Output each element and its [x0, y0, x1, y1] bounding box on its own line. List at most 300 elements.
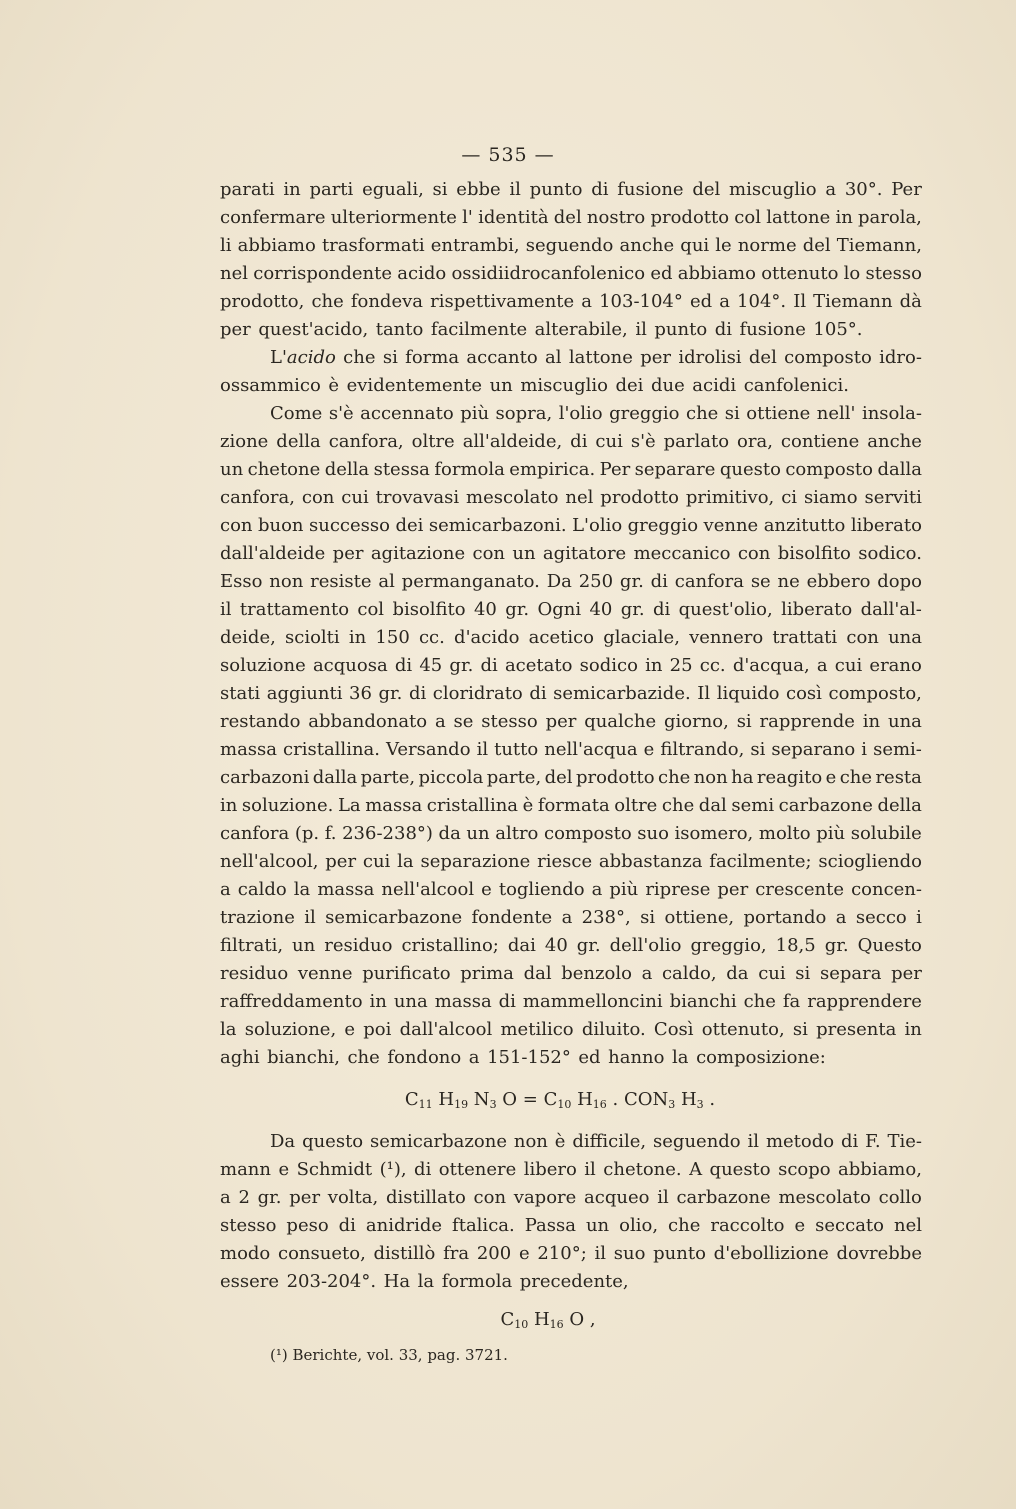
word: idro-: [879, 347, 922, 368]
word: vennero: [689, 627, 764, 648]
text-line: [220, 820, 922, 848]
word: 40: [473, 599, 497, 620]
word: Tie-: [887, 1131, 922, 1152]
word: molto: [758, 823, 811, 844]
word: canfora: [220, 823, 290, 844]
text-line: [220, 1268, 922, 1296]
word: sciolti: [285, 627, 340, 648]
word: acquosa: [312, 655, 388, 676]
word: e: [643, 739, 655, 760]
word: ha: [731, 767, 754, 788]
word: cc.: [418, 627, 445, 648]
word: di: [840, 1131, 859, 1152]
word: in: [862, 711, 881, 732]
word: la: [397, 851, 414, 872]
word: due: [650, 375, 685, 396]
word: concen-: [851, 879, 922, 900]
word: composto: [544, 823, 632, 844]
word: aggiunti: [266, 683, 343, 704]
word: per: [325, 851, 357, 872]
word: gr.: [449, 655, 474, 676]
word: di: [529, 683, 547, 704]
word: per: [289, 1187, 321, 1208]
word: parti: [309, 179, 354, 200]
word: poi: [363, 1019, 392, 1040]
word: fa: [782, 991, 801, 1012]
word: dovrebbe: [836, 1243, 922, 1264]
word: e: [481, 879, 492, 900]
word: mescolato: [778, 1187, 871, 1208]
word: per: [891, 963, 922, 984]
word: composto: [784, 347, 872, 368]
word: da: [726, 963, 749, 984]
word: separa: [819, 963, 882, 984]
word: norme: [737, 235, 797, 256]
word: gr.: [378, 683, 403, 704]
word: dall'al-: [860, 599, 922, 620]
word: chetone.: [603, 1159, 682, 1180]
text-line: [220, 540, 922, 568]
word: abbiamo,: [838, 1159, 922, 1180]
word: essere: [220, 1271, 280, 1292]
word: in: [645, 655, 663, 676]
word: carbazone: [778, 795, 873, 816]
word: per: [717, 879, 749, 900]
word: ed: [689, 291, 713, 312]
text-line: [220, 484, 922, 512]
word: 105°.: [813, 319, 863, 340]
word: crescente: [755, 879, 845, 900]
word: parati: [220, 179, 275, 200]
text-line: [220, 1016, 922, 1044]
word: che: [839, 767, 873, 788]
text-line: [220, 1044, 922, 1072]
word: portando: [743, 907, 827, 928]
word: soluzione: [220, 655, 306, 676]
word: permanganato.: [401, 571, 540, 592]
word: al: [545, 347, 562, 368]
word: a: [561, 907, 573, 928]
text-line: [220, 1212, 922, 1240]
word: il: [509, 179, 521, 200]
word: riprese: [645, 879, 711, 900]
word: glaciale,: [603, 627, 680, 648]
word: che: [661, 795, 695, 816]
formula-part: H: [432, 1089, 455, 1110]
word: suo: [613, 1243, 646, 1264]
word: oltre: [614, 795, 658, 816]
word: per: [640, 347, 671, 368]
word: 18,5: [775, 935, 816, 956]
word: un: [489, 375, 513, 396]
word: prodotto: [575, 767, 655, 788]
word: togliendo: [498, 879, 585, 900]
word: carbazone: [676, 1187, 771, 1208]
word: i: [916, 907, 922, 928]
word: punto: [529, 179, 583, 200]
word: mescolato: [466, 487, 559, 508]
text-line: [220, 988, 922, 1016]
word: separare: [634, 459, 716, 480]
word: corrispondente: [253, 263, 392, 284]
word: anche: [619, 235, 675, 256]
word: agitazione: [370, 543, 466, 564]
word: accennato: [360, 403, 454, 424]
word: 103-104°: [599, 291, 683, 312]
word: liberato: [850, 515, 922, 536]
word: con: [472, 543, 505, 564]
word: filtrando,: [660, 739, 745, 760]
word: si: [432, 179, 448, 200]
word: parlato: [663, 431, 730, 452]
word: di: [414, 1159, 432, 1180]
word: canfora,: [328, 431, 404, 452]
word: successo: [309, 515, 390, 536]
word: cristallina: [426, 795, 519, 816]
subscript: 10: [514, 1318, 529, 1331]
word: restando: [220, 711, 301, 732]
word: 210°;: [537, 1243, 587, 1264]
word: e: [825, 767, 837, 788]
word: prodotto: [650, 207, 730, 228]
word: empirica.: [509, 459, 596, 480]
word: abbastanza: [598, 851, 703, 872]
word: si: [736, 711, 752, 732]
word: 203-204°.: [286, 1271, 377, 1292]
word: d'acido: [454, 627, 520, 648]
chemical-formula: [220, 1078, 922, 1122]
word: aghi: [220, 1047, 260, 1068]
word: L'olio: [572, 515, 623, 536]
word: formola: [434, 459, 505, 480]
word: contiene: [780, 431, 860, 452]
word: così: [786, 683, 822, 704]
word: gr.: [505, 599, 530, 620]
word: col: [734, 207, 761, 228]
word: canfora,: [220, 487, 295, 508]
formula-part: C: [404, 1089, 419, 1110]
word: per: [545, 711, 577, 732]
word: metilico: [500, 1019, 574, 1040]
word: separano: [771, 739, 856, 760]
word: a: [641, 963, 653, 984]
word: composizione:: [696, 1047, 826, 1068]
word: per: [220, 319, 251, 340]
word: di: [652, 599, 671, 620]
word: modo: [220, 1243, 271, 1264]
word: anzitutto: [763, 515, 846, 536]
italic-word: acido: [286, 347, 336, 368]
text-line: [220, 204, 922, 232]
word: erano: [869, 655, 922, 676]
word: formola: [441, 1271, 513, 1292]
word: semicarbazoni.: [428, 515, 567, 536]
word: con: [473, 1187, 507, 1208]
word: anidride: [365, 1215, 443, 1236]
word: acetico: [528, 627, 595, 648]
word: quest'olio,: [678, 599, 773, 620]
word: facilmente;: [709, 851, 812, 872]
word: a: [581, 291, 593, 312]
word: il: [476, 739, 489, 760]
word: distillato: [385, 1187, 466, 1208]
word: dai: [507, 935, 536, 956]
word: punto: [653, 1243, 706, 1264]
formula-part: N: [468, 1089, 490, 1110]
word: ottenere: [438, 1159, 517, 1180]
word: si: [382, 347, 398, 368]
word: massa: [365, 795, 423, 816]
text-line: [220, 1156, 922, 1184]
word: 250: [578, 571, 614, 592]
text-line: [220, 904, 922, 932]
word: cristallino;: [401, 935, 499, 956]
text-line: [220, 960, 922, 988]
word: evidentemente: [346, 375, 483, 396]
formula-part: H: [528, 1309, 550, 1330]
word: tutto: [494, 739, 539, 760]
word: e: [278, 1159, 290, 1180]
footnote: (¹) Berichte, vol. 33, pag. 3721.: [270, 1346, 508, 1364]
word: sopra,: [495, 403, 553, 424]
word: composto,: [828, 683, 922, 704]
text-line: [220, 652, 922, 680]
word: Per: [599, 459, 631, 480]
word: caldo,: [661, 963, 717, 984]
word: buon: [257, 515, 304, 536]
word: che: [743, 991, 776, 1012]
word: che: [657, 767, 691, 788]
word: greggio,: [690, 935, 767, 956]
word: ottenuto,: [701, 1019, 785, 1040]
word: è: [522, 795, 534, 816]
word: ottiene,: [664, 907, 735, 928]
word: si: [750, 739, 766, 760]
word: seguendo: [525, 235, 614, 256]
word: una: [888, 627, 922, 648]
text-line: [220, 316, 922, 344]
word: Ogni: [537, 599, 582, 620]
word: del: [802, 235, 831, 256]
word: che: [347, 1047, 380, 1068]
text-line: [220, 624, 922, 652]
word: prima: [460, 963, 514, 984]
word: suo: [637, 823, 669, 844]
word: a: [825, 179, 837, 200]
word: d'ebollizione: [713, 1243, 829, 1264]
word: cui: [834, 655, 863, 676]
word: 151-152°: [487, 1047, 571, 1068]
word: Schmidt: [296, 1159, 373, 1180]
formula-part: H: [675, 1089, 697, 1110]
word: tanto: [375, 319, 424, 340]
word: riesce: [537, 851, 593, 872]
word: greggio: [609, 403, 680, 424]
word: A: [689, 1159, 703, 1180]
word: (p.: [294, 823, 320, 844]
word: metodo: [765, 1131, 835, 1152]
word: cui: [341, 487, 369, 508]
word: secco: [855, 907, 907, 928]
subscript: 19: [454, 1098, 469, 1111]
text-line: [220, 232, 922, 260]
word: del: [692, 179, 721, 200]
word: (¹),: [379, 1159, 407, 1180]
word: con: [737, 543, 771, 564]
subscript: 16: [549, 1318, 564, 1331]
paragraph-2: [220, 344, 922, 400]
word: seccato: [815, 1215, 884, 1236]
word: giorno,: [663, 711, 729, 732]
word: acido: [397, 263, 447, 284]
word: meccanico: [633, 543, 731, 564]
word: F.: [865, 1131, 881, 1152]
word: dà: [899, 291, 922, 312]
word: se: [750, 571, 771, 592]
word: distillò: [373, 1243, 436, 1264]
word: 200: [476, 1243, 512, 1264]
word: i: [861, 739, 868, 760]
word: che: [343, 347, 376, 368]
word: dei: [615, 375, 644, 396]
word: e: [794, 1215, 806, 1236]
word: parte,: [360, 767, 416, 788]
text-line: [220, 1184, 922, 1212]
word: un: [292, 935, 316, 956]
word: massa: [434, 991, 492, 1012]
word: sodico: [579, 655, 638, 676]
word: venne: [703, 515, 759, 536]
word: dal: [523, 963, 552, 984]
word: nell'alcool,: [220, 851, 319, 872]
word: questo: [719, 459, 781, 480]
word: miscuglio: [729, 179, 817, 200]
word: più: [816, 823, 846, 844]
word: è: [328, 375, 340, 396]
subscript: 16: [592, 1098, 607, 1111]
word: nostro: [586, 207, 646, 228]
subscript: 3: [696, 1098, 704, 1111]
word: confermare: [220, 207, 326, 228]
word: un: [220, 459, 244, 480]
word: di: [650, 571, 668, 592]
word: Questo: [857, 935, 922, 956]
word: mann: [220, 1159, 271, 1180]
word: fusione: [739, 319, 806, 340]
word: s'è: [630, 431, 656, 452]
word: 45: [419, 655, 443, 676]
word: abbiamo: [237, 235, 316, 256]
word: se: [453, 711, 474, 732]
word: si: [724, 403, 740, 424]
word: separazione: [420, 851, 531, 872]
word: residuo: [324, 935, 393, 956]
word: è: [554, 1131, 566, 1152]
word: gr.: [576, 935, 601, 956]
word: con: [301, 487, 335, 508]
word: l'olio: [558, 403, 603, 424]
word: chetone: [247, 459, 321, 480]
word: accanto: [466, 347, 538, 368]
word: si: [640, 907, 656, 928]
text-line: [220, 456, 922, 484]
word: cui: [595, 431, 623, 452]
word: acetato: [504, 655, 573, 676]
word: il: [635, 319, 647, 340]
word: resiste: [310, 571, 372, 592]
word: benzolo: [561, 963, 632, 984]
word: diluito.: [581, 1019, 646, 1040]
word: cc.: [699, 655, 726, 676]
word: soluzione.: [241, 795, 334, 816]
word: zione: [220, 431, 269, 452]
word: Tiemann,: [836, 235, 922, 256]
word: precedente,: [519, 1271, 629, 1292]
text-line: [220, 288, 922, 316]
word: ne: [777, 571, 800, 592]
word: olio,: [619, 1215, 659, 1236]
word: che: [311, 291, 344, 312]
word: piccola: [418, 767, 484, 788]
word: non: [693, 767, 728, 788]
word: 238°,: [581, 907, 631, 928]
text-line: [220, 764, 922, 792]
word: ottiene: [746, 403, 811, 424]
word: a: [719, 291, 730, 312]
word: la: [293, 879, 311, 900]
word: semi: [731, 795, 775, 816]
word: Esso: [220, 571, 263, 592]
word: nell'acqua: [544, 739, 638, 760]
word: in: [283, 179, 301, 200]
word: all'aldeide,: [462, 431, 563, 452]
word: bisolfito: [392, 599, 466, 620]
word: scopo: [778, 1159, 831, 1180]
word: dei: [395, 515, 424, 536]
word: Il: [697, 683, 711, 704]
word: più: [609, 879, 639, 900]
word: primitivo,: [685, 487, 775, 508]
word: dall'alcool: [399, 1019, 493, 1040]
word: al: [378, 571, 395, 592]
word: semi-: [873, 739, 922, 760]
word: un: [512, 543, 536, 564]
word: agitatore: [542, 543, 627, 564]
word: trovavasi: [375, 487, 460, 508]
word: nell'alcool: [381, 879, 475, 900]
word: di: [408, 683, 427, 704]
word: non: [269, 571, 304, 592]
word: cui: [758, 963, 786, 984]
text-line: [220, 792, 922, 820]
equals-sign: =: [517, 1089, 544, 1110]
word: Il: [793, 291, 807, 312]
word: il: [304, 907, 316, 928]
word: ed: [578, 1047, 601, 1068]
formula-part: H: [571, 1089, 593, 1110]
word: rapprendere: [807, 991, 922, 1012]
word: 2: [238, 1187, 250, 1208]
word: la: [220, 1019, 237, 1040]
word: semicarbazide.: [553, 683, 691, 704]
word: alterabile,: [534, 319, 628, 340]
word: facilmente: [430, 319, 528, 340]
word: volta,: [327, 1187, 379, 1208]
word: canfolenici.: [743, 375, 849, 396]
word: identità: [478, 207, 549, 228]
word: cristallina.: [283, 739, 380, 760]
text-line: [220, 848, 922, 876]
